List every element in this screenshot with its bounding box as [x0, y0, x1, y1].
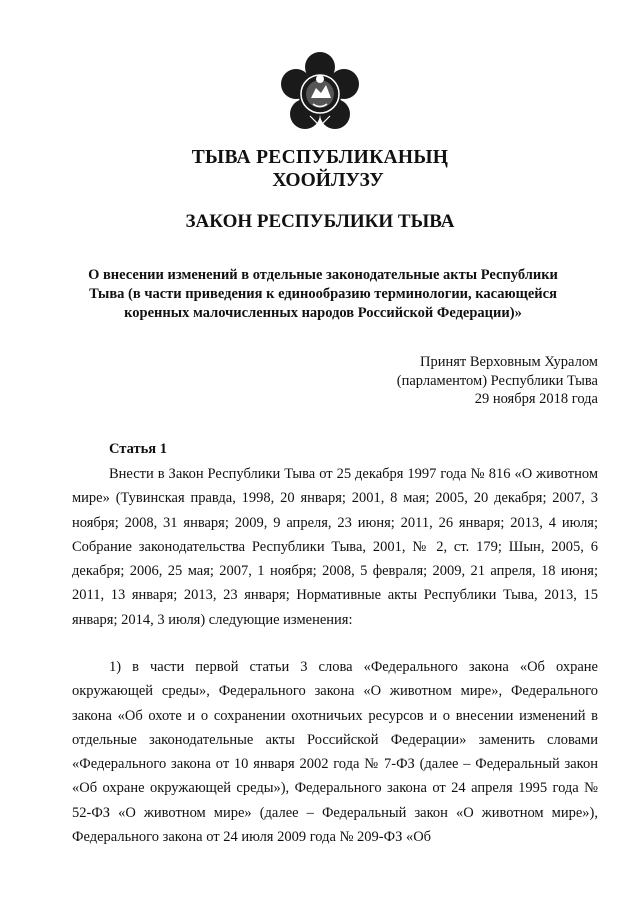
adoption-date: 29 ноября 2018 года: [474, 391, 598, 407]
adoption-note: [397, 353, 598, 409]
article-paragraph-2: 1) в части первой статьи 3 слова «Федерального закона «Об охране окружающей среды», Федерального закона «О животном мире», Федерального закона «Об охоте и о сохранении охотничьих ресурсов и о внесении изменений в отдельные законодательные акты Российской Федерации» заменить словами «Федерального закона от 10 января 2002 года № 7-ФЗ (далее – Федеральный закон «Об охране окружающей среды»), Федерального закона от 24 апреля 1995 года № 52-ФЗ «О животном мире» (далее – Федеральный закон «О животном мире»), Федерального закона от 24 июля 2009 года № 209-ФЗ «Об: [72, 659, 598, 846]
law-subject: О внесении изменений в отдельные законодательные акты Республики Тыва (в части приведения к единообразию терминологии, касающейся коренных малочисленных народов Российской Федерации)»: [88, 267, 558, 321]
law-title: ЗАКОН РЕСПУБЛИКИ ТЫВА: [185, 211, 455, 232]
emblem-graphic: [280, 52, 360, 132]
coat-of-arms-emblem-icon: [280, 52, 360, 132]
article-paragraph-1: Внести в Закон Республики Тыва от 25 декабря 1997 года № 816 «О животном мире» (Тувинская правда, 1998, 20 января; 2001, 8 мая; 2005, 20 декабря; 2007, 3 ноября; 2008, 31 января; 2009, 9 апреля, 23 июня; 2011, 26 января; 2013, 4 июля; Собрание законодательства Республики Тыва, 2001, № 2, ст. 179; Шын, 2005, 6 декабря; 2006, 25 мая; 2007, 1 ноября; 2008, 5 февраля; 2009, 21 апреля, 18 июня; 2011, 13 января; 2013, 23 января; Нормативные акты Республики Тыва, 2013, 15 января; 2014, 3 июля) следующие изменения:: [72, 466, 598, 628]
article-heading: Статья 1: [109, 441, 167, 457]
title-tuvan-line1: ТЫВА РЕСПУБЛИКАНЫҢ: [191, 147, 449, 168]
adoption-line-1: Принят Верховным Хуралом: [420, 354, 598, 370]
adoption-line-2: (парламентом) Республики Тыва: [396, 372, 598, 389]
title-tuvan-line2: ХООЙЛУЗУ: [272, 170, 384, 191]
